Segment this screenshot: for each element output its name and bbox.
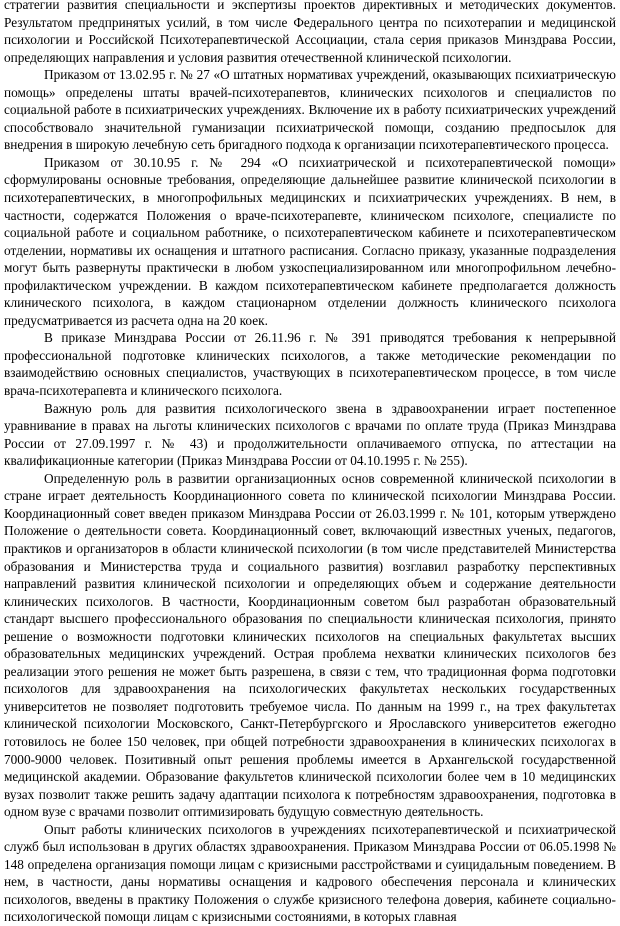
- paragraph-4: В приказе Минздрава России от 26.11.96 г. № 391 приводятся требования к непрерывной профессиональной подготовке клинических психологов, а также методические рекомендации по взаимодействию основных специалистов, участвующих в психотерапевтическом процессе, в том числе врача-психотерапевта и клинического психолога.: [4, 330, 616, 399]
- paragraph-5: Важную роль для развития психологического звена в здравоохранении играет постепенное уравнивание в правах на льготы клинических психологов с врачами по оплате труда (Приказ Минздрава России от 27.09.1997 г. № 43) и продолжительности оплачиваемого отпуска, по аттестации на квалификационные категории (Приказ Минздрава России от 04.10.1995 г. № 255).: [4, 400, 616, 469]
- paragraph-3: Приказом от 30.10.95 г. № 294 «О психиатрической и психотерапевтической помощи» сформулированы основные требования, определяющие дальнейшее развитие клинической психологии в психотерапевтических, в многопрофильных медицинских и психиатрических учреждениях. В нем, в частности, содержатся Положения о враче-психотерапевте, клиническом психологе, специалисте по социальной работе и социальном работнике, о психотерапевтическом кабинете и психотерапевтическом отделении, нормативы их оснащения и штатного расписания. Согласно приказу, указанные подразделения могут быть развернуты практически в любом узкоспециализированном или многопрофильном лечебно-профилактическом учреждении. В каждом психотерапевтическом кабинете предполагается должность клинического психолога, в каждом стационарном отделении должность клинического психолога предусматривается из расчета одна на 20 коек.: [4, 154, 616, 328]
- paragraph-6: Определенную роль в развитии организационных основ современной клинической психологии в стране играет деятельность Координационного совета по клинической психологии Минздрава России. Координационный совет введен приказом Минздрава России от 26.03.1999 г. № 101, которым утверждено Положение о деятельности совета. Координационный совет, включающий известных ученых, педагогов, практиков и организаторов в области клинической психологии (в том числе представителей Министерства образования и Министерства труда и социального развития) возглавил разработку перспективных направлений развития клинической психологии и определяющих объем и содержание деятельности клинических психологов. В частности, Координационным советом был разработан образовательный стандарт высшего профессионального образования по специальности клиническая психология, принято решение о возможности подготовки клинических психологов на специальных факультетах высших образовательных медицинских учреждений. Острая проблема нехватки клинических психологов без реализации этого решения не может быть разрешена, в связи с тем, что традиционная форма подготовки психологов для здравоохранения на психологических факультетах нескольких государственных университетов не позволяет подготовить требуемое числа. По данным на 1999 г., на трех факультетах клинической психологии Московского, Санкт-Петербургского и Ярославского университетов ежегодно готовилось не более 150 человек, при общей потребности здравоохранения в клинических психологах в 7000-9000 человек. Позитивный опыт решения проблемы имеется в Архангельской государственной медицинской академии. Образование факультетов клинической психологии более чем в 10 медицинских вузах позволит также решить задачу адаптации психолога к потребностям здравоохранения, подготовка в одном вузе с врачами позволит оптимизировать будущую совместную деятельность.: [4, 470, 616, 820]
- paragraph-7: Опыт работы клинических психологов в учреждениях психотерапевтической и психиатрической служб был использован в других областях здравоохранения. Приказом Минздрава России от 06.05.1998 № 148 определена организация помощи лицам с кризисными расстройствами и суицидальным поведением. В нем, в частности, даны нормативы оснащения и кадрового обеспечения персонала и клинических психологов, введены в практику Положения о службе кризисного телефона доверия, кабинете социально-психологической помощи лицам с кризисными состояниями, в которых главная: [4, 821, 616, 925]
- paragraph-2: Приказом от 13.02.95 г. № 27 «О штатных нормативах учреждений, оказывающих психиатрическую помощь» определены штаты врачей-психотерапевтов, клинических психологов и специалистов по социальной работе в психиатрических учреждениях. Включение их в работу психиатрических учреждений способствовало значительной гуманизации психиатрической помощи, созданию предпосылок для внедрения в широкую лечебную сеть бригадного подхода к организации психотерапевтического процесса.: [4, 67, 616, 153]
- paragraph-1: стратегии развития специальности и экспертизы проектов директивных и методических документов. Результатом предпринятых усилий, в том числе Федерального центра по психотерапии и медицинской психологии и Российской Психотерапевтической Ассоциации, стала серия приказов Минздрава России, определяющих направления и условия развития отечественной клинической психологии.: [4, 0, 616, 65]
